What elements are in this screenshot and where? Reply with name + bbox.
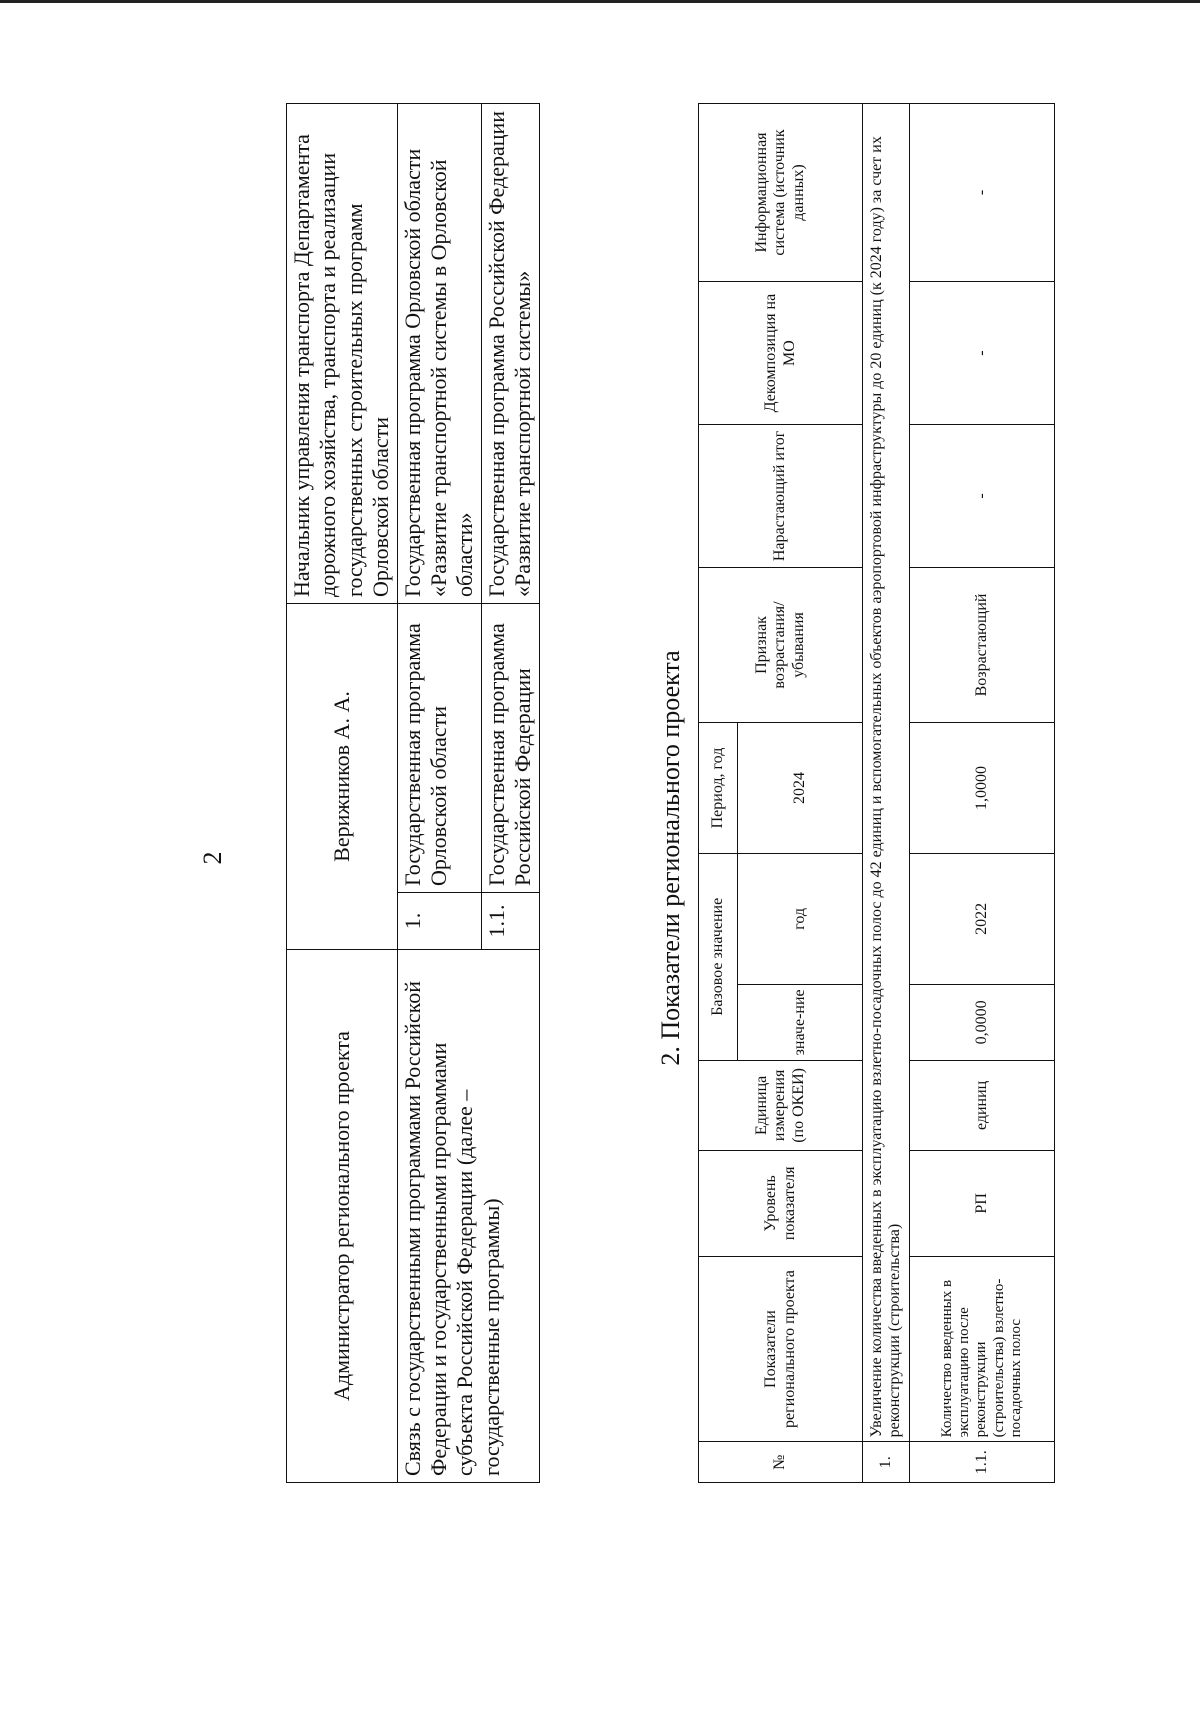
indicator-info-system: - [910, 104, 1055, 282]
header-unit: Единица измерения (по ОКЕИ) [699, 1060, 863, 1150]
header-period-2024: 2024 [738, 723, 863, 853]
header-base-year: год [738, 853, 863, 984]
header-no: № [699, 1442, 863, 1483]
administrator-row [287, 104, 398, 1483]
section-title: 2. Показатели регионального проекта [656, 650, 685, 1066]
goal-num: 1. [863, 1442, 910, 1483]
program-num: 1.1. [481, 893, 539, 950]
scan-top-edge [0, 0, 1200, 3]
indicator-decomposition: - [910, 281, 1055, 424]
header-cumulative: Нарастающий итог [699, 425, 863, 568]
indicator-base-year: 2022 [910, 853, 1055, 984]
header-base: Базовое значение [699, 853, 738, 1060]
rotated-page [108, 110, 1108, 1578]
indicators-table [698, 103, 1055, 1483]
goal-text: Увеличение количества введенных в эксплуатацию взлетно-посадочных полос до 42 единиц и вспомогательных объектов аэропортовой инфраструктуры до 20 единиц (к 2024 году) за счет их реконструкции (строительства) [863, 104, 910, 1442]
header-info-system: Информационная система (источник данных) [699, 104, 863, 282]
program-row-1 [397, 104, 481, 1483]
indicator-name: Количество введенных в эксплуатацию после реконструкции (строительства) взлетно-посадочных полос [910, 1256, 1055, 1442]
header-level: Уровень показателя [699, 1150, 863, 1256]
goal-row [863, 104, 910, 1483]
project-links-table [286, 103, 540, 1483]
indicators-header-row [699, 104, 738, 1483]
header-name: Показатели регионального проекта [699, 1256, 863, 1442]
administrator-name: Верижников А. А. [287, 604, 398, 950]
indicator-level: РП [910, 1150, 1055, 1256]
indicator-cumulative: - [910, 425, 1055, 568]
indicator-unit: единиц [910, 1060, 1055, 1150]
program-num: 1. [397, 893, 481, 950]
administrator-label: Администратор регионального проекта [287, 950, 398, 1483]
indicator-value-2024: 1,0000 [910, 723, 1055, 853]
indicator-sign: Возрастающий [910, 567, 1055, 723]
program-name: Государственная программа Российской Федерации «Развитие транспортной системы» [481, 104, 539, 604]
administrator-position: Начальник управления транспорта Департамента дорожного хозяйства, транспорта и реализации государственных строительных программ Орловской области [287, 104, 398, 604]
header-period: Период, год [699, 723, 738, 853]
header-decomposition: Декомпозиция на МО [699, 281, 863, 424]
header-sign: Признак возрастания/ убывания [699, 567, 863, 723]
table-row [910, 104, 1055, 1483]
program-links-label: Связь с государственными программами Российской Федерации и государственными программами субъекта Российской Федерации (далее – государственные программы) [397, 950, 539, 1483]
program-type: Государственная программа Российской Федерации [481, 604, 539, 893]
row-num: 1.1. [910, 1442, 1055, 1483]
program-type: Государственная программа Орловской области [397, 604, 481, 893]
header-base-value: значе-ние [738, 984, 863, 1060]
program-name: Государственная программа Орловской области «Развитие транспортной системы в Орловской области» [397, 104, 481, 604]
indicator-base-value: 0,0000 [910, 984, 1055, 1060]
page-number: 2 [198, 851, 227, 865]
